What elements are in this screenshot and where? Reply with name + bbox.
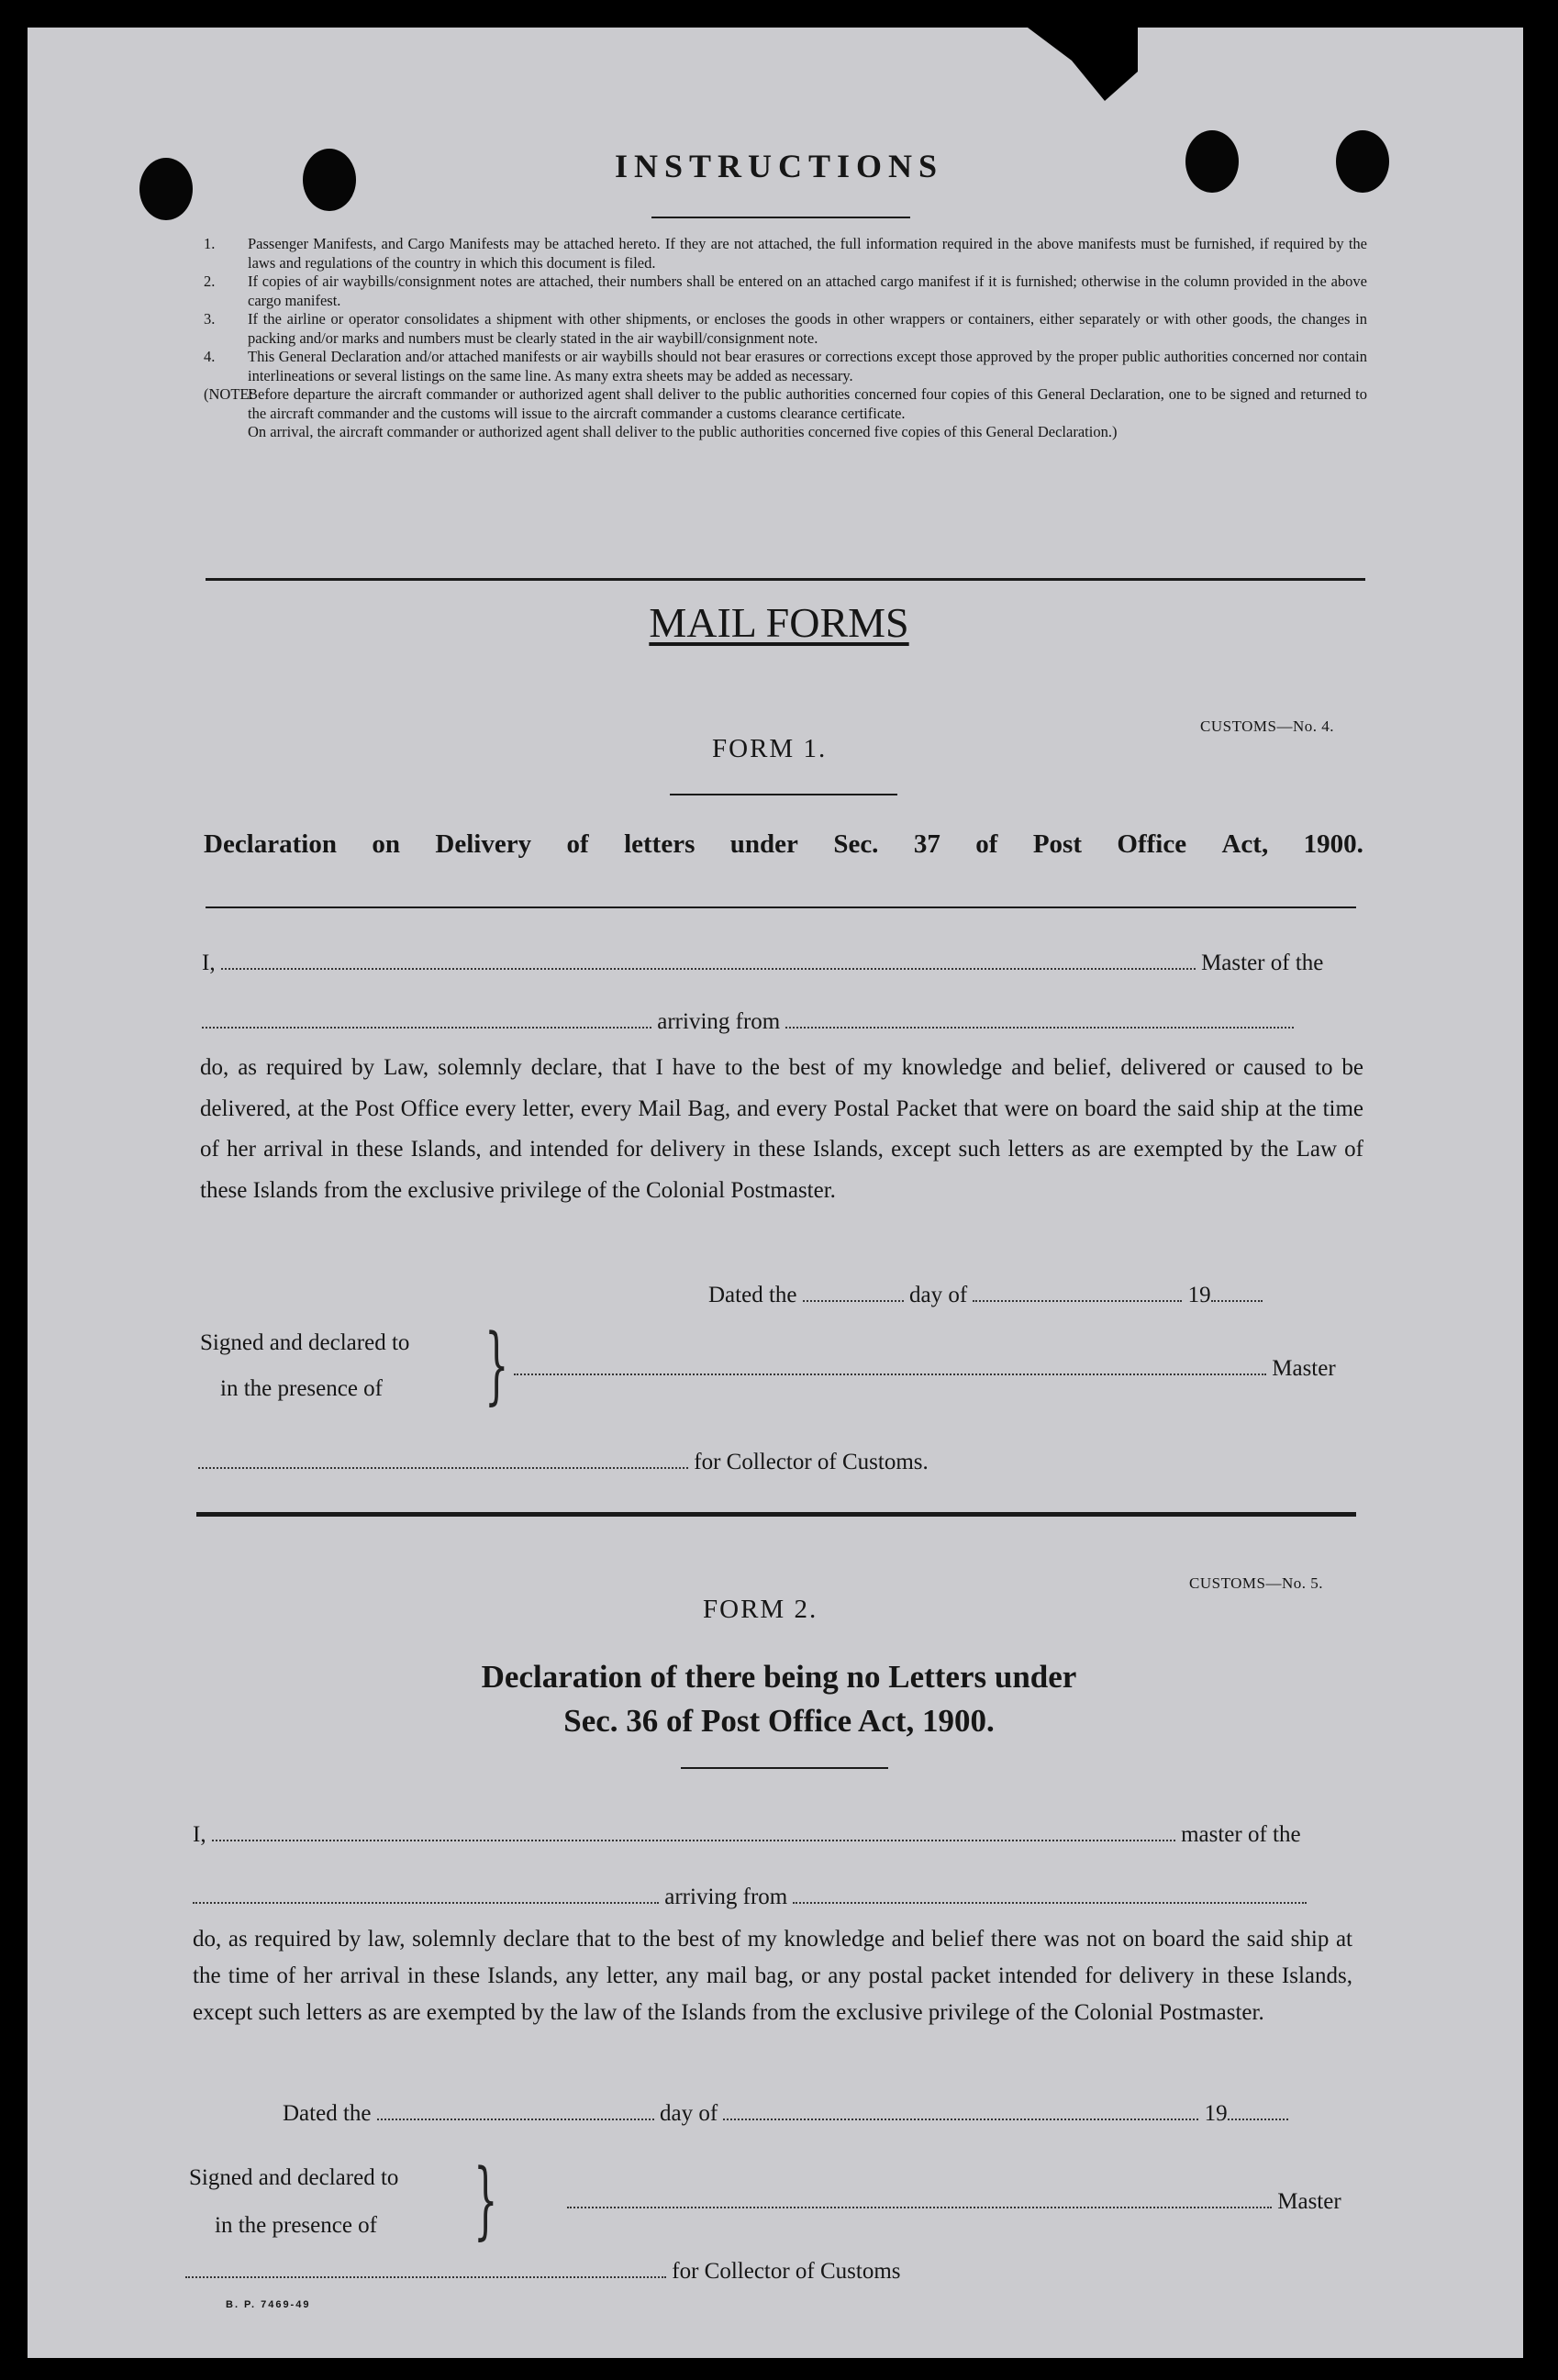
form1-name-blank[interactable]: [221, 951, 1196, 970]
form2-master-line: Master: [567, 2189, 1341, 2215]
form2-title-rule: [681, 1767, 888, 1769]
form2-signed-line1: Signed and declared to: [189, 2165, 399, 2190]
form1-collector-line: for Collector of Customs.: [198, 1450, 929, 1475]
form2-heading: FORM 2.: [703, 1595, 818, 1624]
form2-collector-line: for Collector of Customs: [185, 2259, 901, 2285]
form1-customs-number: CUSTOMS—No. 4.: [1200, 717, 1335, 735]
form1-origin-blank[interactable]: [785, 1010, 1294, 1029]
form2-master-signature-blank[interactable]: [567, 2190, 1272, 2208]
form2-date-line: Dated the day of 19: [283, 2101, 1288, 2127]
form2-brace: }: [473, 2151, 498, 2249]
form2-name-blank[interactable]: [212, 1823, 1175, 1841]
form1-master-line: Master: [514, 1356, 1336, 1382]
instruction-note: (NOTE: Before departure the aircraft commander or authorized agent shall deliver to the public authorities concerned four copies of this General Declaration, one to be signed and returned to the aircraft commander and the customs will issue to the aircraft commander a customs clearance certificate.: [204, 385, 1367, 422]
form2-origin-blank[interactable]: [793, 1885, 1307, 1904]
form2-ship-line: arriving from: [193, 1885, 1307, 1910]
form1-date-year-blank[interactable]: [1211, 1284, 1263, 1302]
form1-ship-line: arriving from: [202, 1009, 1294, 1035]
form2-date-year-blank[interactable]: [1228, 2102, 1288, 2120]
form2-ship-blank[interactable]: [193, 1885, 659, 1904]
instructions-heading: INSTRUCTIONS: [614, 148, 944, 184]
form2-date-month-blank[interactable]: [723, 2102, 1198, 2120]
instructions-list: [204, 235, 1367, 442]
form1-date-line: Dated the day of 19: [708, 1283, 1263, 1308]
form2-name-line: I, master of the: [193, 1822, 1301, 1847]
form1-date-month-blank[interactable]: [973, 1284, 1182, 1302]
mail-forms-title: MAIL FORMS: [649, 599, 909, 646]
form2-body: do, as required by law, solemnly declare that to the best of my knowledge and belief there was not on board the said ship at the time of her arrival in these Islands, any letter, any mail bag, or any postal packet intended for delivery in these Islands, except such letters as are exempted by the law of the Islands from the exclusive privilege of the Colonial Postmaster.: [193, 1927, 1352, 2025]
form-separator-rule: [196, 1512, 1356, 1517]
instruction-note-arrival: On arrival, the aircraft commander or authorized agent shall deliver to the public authorities concerned five copies of this General Declaration.): [248, 423, 1118, 440]
form2-date-day-blank[interactable]: [377, 2102, 654, 2120]
form2-customs-number: CUSTOMS—No. 5.: [1189, 1574, 1324, 1592]
form1-name-line: I, Master of the: [202, 951, 1324, 975]
instructions-heading-rule: [651, 217, 910, 218]
instruction-item: 2. If copies of air waybills/consignment notes are attached, their numbers shall be entered on an attached cargo manifest if it is furnished; otherwise in the column provided in the above cargo manifest.: [204, 272, 1367, 309]
form1-collector-signature-blank[interactable]: [198, 1451, 688, 1469]
form1-heading: FORM 1.: [712, 734, 828, 763]
form2-collector-signature-blank[interactable]: [185, 2260, 666, 2278]
form1-heading-rule: [670, 794, 897, 795]
instruction-item: 4. This General Declaration and/or attached manifests or air waybills should not bear erasures or corrections except those approved by the proper public authorities concerned nor contain interlineations or several listings on the same line. As many extra sheets may be added as necessary.: [204, 348, 1367, 384]
form1-date-day-blank[interactable]: [803, 1284, 904, 1302]
form1-brace: }: [484, 1316, 509, 1414]
instructions-bottom-rule: [206, 578, 1365, 581]
form1-signed-line1: Signed and declared to: [200, 1330, 410, 1355]
form1-declaration-title: Declaration on Delivery of letters under Sec. 37 of Post Office Act, 1900.: [204, 829, 1363, 859]
form1-body: do, as required by Law, solemnly declare, that I have to the best of my knowledge and belief, delivered or caused to be delivered, at the Post Office every letter, every Mail Bag, and every Postal Packet that were on board the said ship at the time of her arrival in these Islands, and intended for delivery in these Islands, except such letters as are exempted by the Law of these Islands from the exclusive privilege of the Colonial Postmaster.: [200, 1055, 1363, 1203]
instruction-item: 3. If the airline or operator consolidates a shipment with other shipments, or encloses the goods in other wrappers or containers, either separately or with other goods, the changes in packing and/or marks and numbers must be clearly stated in the air waybill/consignment note.: [204, 310, 1367, 347]
form1-ship-blank[interactable]: [202, 1010, 651, 1029]
form1-master-signature-blank[interactable]: [514, 1357, 1266, 1375]
form2-declaration-title: [0, 1655, 1558, 1743]
form1-title-rule: [206, 906, 1356, 908]
form2-signed-line2: in the presence of: [215, 2213, 378, 2238]
form2-declaration-line1: Declaration of there being no Letters under: [481, 1659, 1077, 1695]
form2-declaration-line2: Sec. 36 of Post Office Act, 1900.: [563, 1703, 995, 1739]
printer-mark: B. P. 7469-49: [226, 2299, 311, 2310]
form1-signed-line2: in the presence of: [220, 1376, 384, 1401]
instruction-item: 1. Passenger Manifests, and Cargo Manifests may be attached hereto. If they are not attached, the full information required in the above manifests must be furnished, if required by the laws and regulations of the country in which this document is filed.: [204, 235, 1367, 272]
